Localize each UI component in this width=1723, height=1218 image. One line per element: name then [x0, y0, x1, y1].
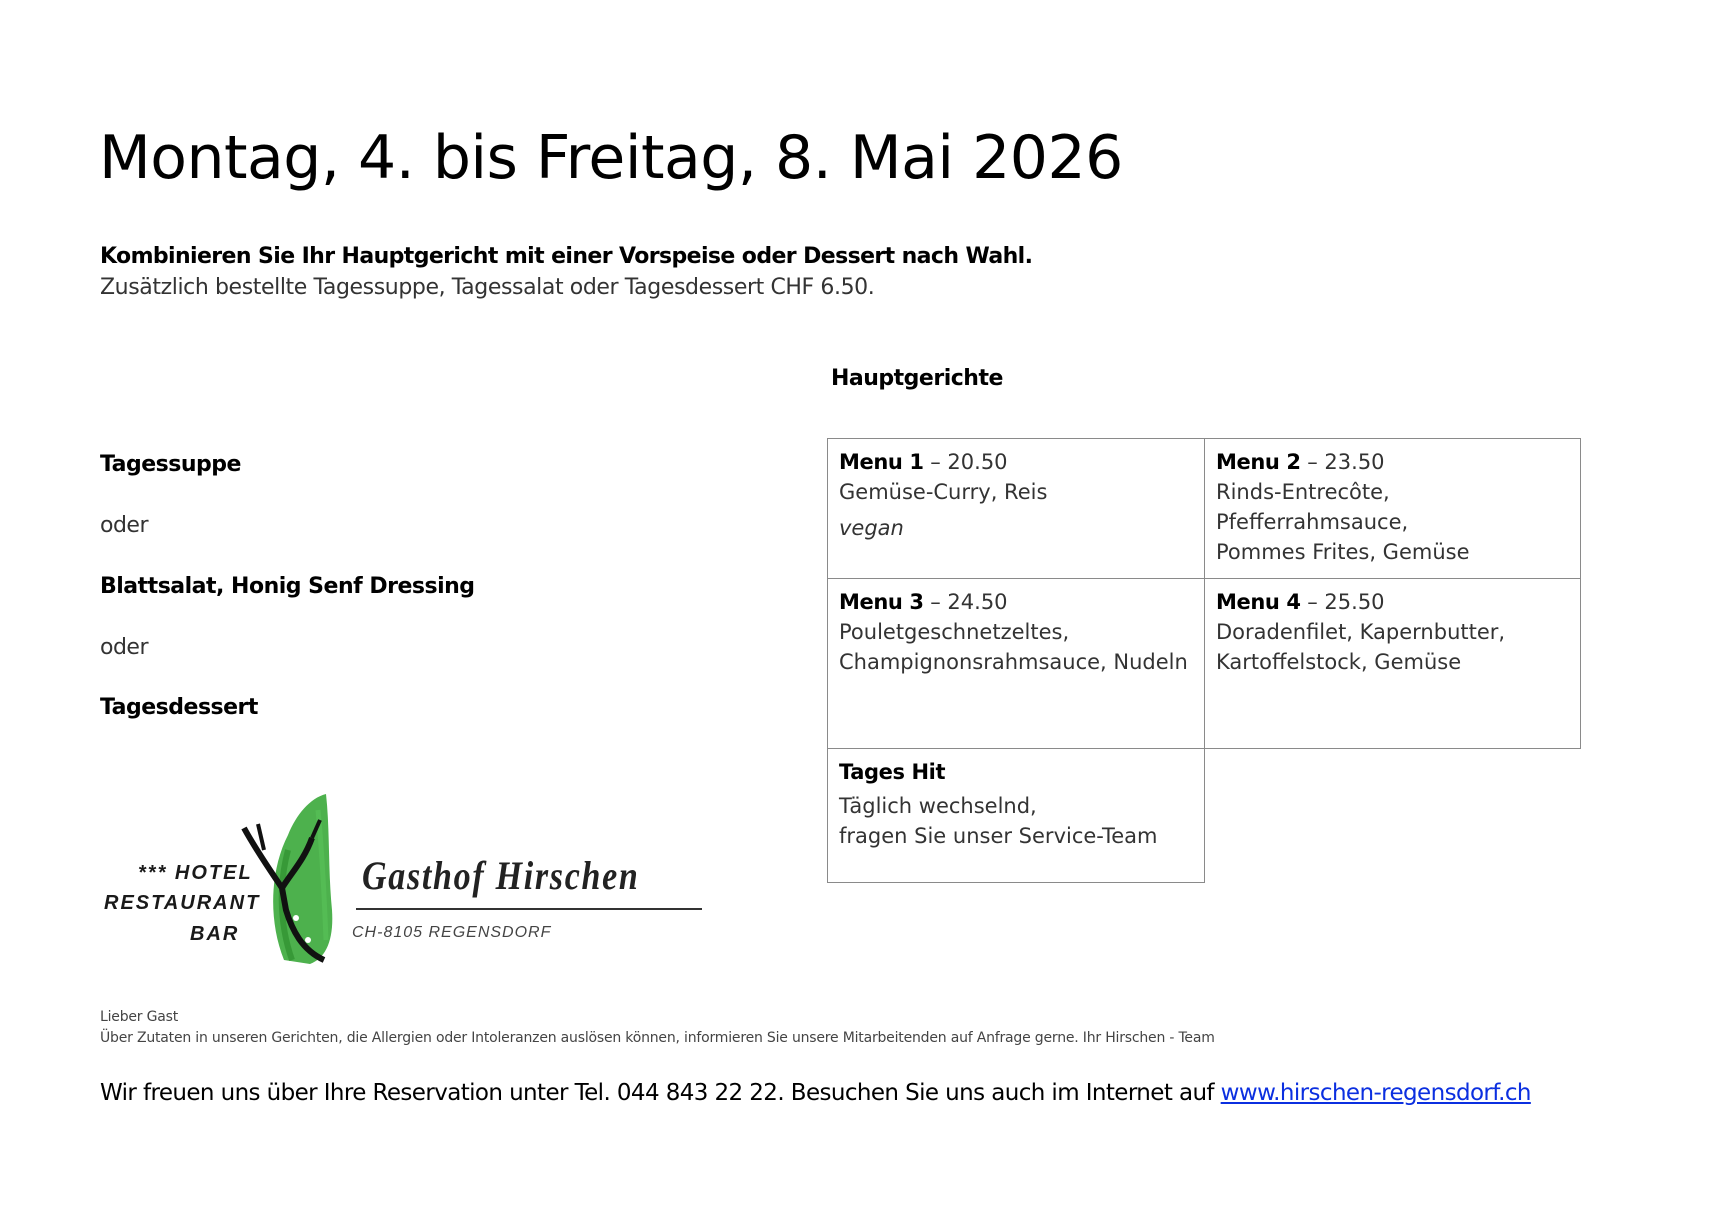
- tages-hit-description: Täglich wechselnd, fragen Sie unser Service-Team: [839, 794, 1158, 848]
- allergy-notice: Über Zutaten in unseren Gerichten, die Allergien oder Intoleranzen auslösen können, informieren Sie unsere Mitarbeitenden auf Anfrage gerne. Ihr Hirschen - Team: [100, 1030, 1215, 1046]
- starter-or-2: oder: [100, 635, 149, 660]
- logo-bar-text: BAR: [190, 923, 240, 945]
- menu-price: – 24.50: [923, 590, 1008, 614]
- menu-price: – 23.50: [1300, 450, 1385, 474]
- menu-name: Menu 2: [1216, 450, 1301, 474]
- menu-description: Gemüse-Curry, Reis: [839, 480, 1048, 504]
- menu-name: Menu 1: [839, 450, 924, 474]
- menu-price: – 25.50: [1300, 590, 1385, 614]
- main-dishes-heading: Hauptgerichte: [831, 366, 1003, 391]
- menu-price: – 20.50: [923, 450, 1008, 474]
- logo-hotel-text: *** HOTEL: [138, 862, 253, 884]
- menu-name: Menu 3: [839, 590, 924, 614]
- menu-note: vegan: [839, 516, 904, 540]
- website-link[interactable]: www.hirschen-regensdorf.ch: [1220, 1080, 1531, 1106]
- tages-hit-cell: [827, 748, 1205, 883]
- menu-cell-2: [1204, 438, 1581, 579]
- hotel-logo: [100, 790, 710, 970]
- starter-soup: Tagessuppe: [100, 452, 241, 477]
- menu-cell-4: [1204, 578, 1581, 749]
- starter-or-1: oder: [100, 513, 149, 538]
- page-title: Montag, 4. bis Freitag, 8. Mai 2026: [99, 123, 1123, 193]
- logo-divider: [356, 908, 702, 910]
- starter-dessert: Tagesdessert: [100, 695, 258, 720]
- menu-description: Rinds-Entrecôte, Pfefferrahmsauce, Pommes Frites, Gemüse: [1216, 480, 1470, 564]
- menu-cell-1: [827, 438, 1205, 579]
- menu-grid: [827, 438, 1581, 883]
- allergy-greeting: Lieber Gast: [100, 1009, 179, 1025]
- intro-combine-text: Kombinieren Sie Ihr Hauptgericht mit einer Vorspeise oder Dessert nach Wahl.: [100, 244, 1033, 269]
- starter-salad: Blattsalat, Honig Senf Dressing: [100, 574, 475, 599]
- footer-reservation: [100, 1080, 1531, 1106]
- logo-address-text: CH-8105 REGENSDORF: [352, 924, 552, 941]
- tages-hit-name: Tages Hit: [839, 760, 946, 784]
- menu-description: Pouletgeschnetzeltes, Champignonsrahmsauce, Nudeln: [839, 620, 1188, 674]
- logo-restaurant-text: RESTAURANT: [104, 892, 261, 914]
- menu-description: Doradenfilet, Kapernbutter, Kartoffelstock, Gemüse: [1216, 620, 1506, 674]
- logo-name-text: Gasthof Hirschen: [362, 853, 640, 898]
- footer-text: Wir freuen uns über Ihre Reservation unter Tel. 044 843 22 22. Besuchen Sie uns auch im Internet auf: [100, 1080, 1221, 1106]
- menu-cell-3: [827, 578, 1205, 749]
- menu-name: Menu 4: [1216, 590, 1301, 614]
- intro-extra-price-text: Zusätzlich bestellte Tagessuppe, Tagessalat oder Tagesdessert CHF 6.50.: [100, 275, 875, 300]
